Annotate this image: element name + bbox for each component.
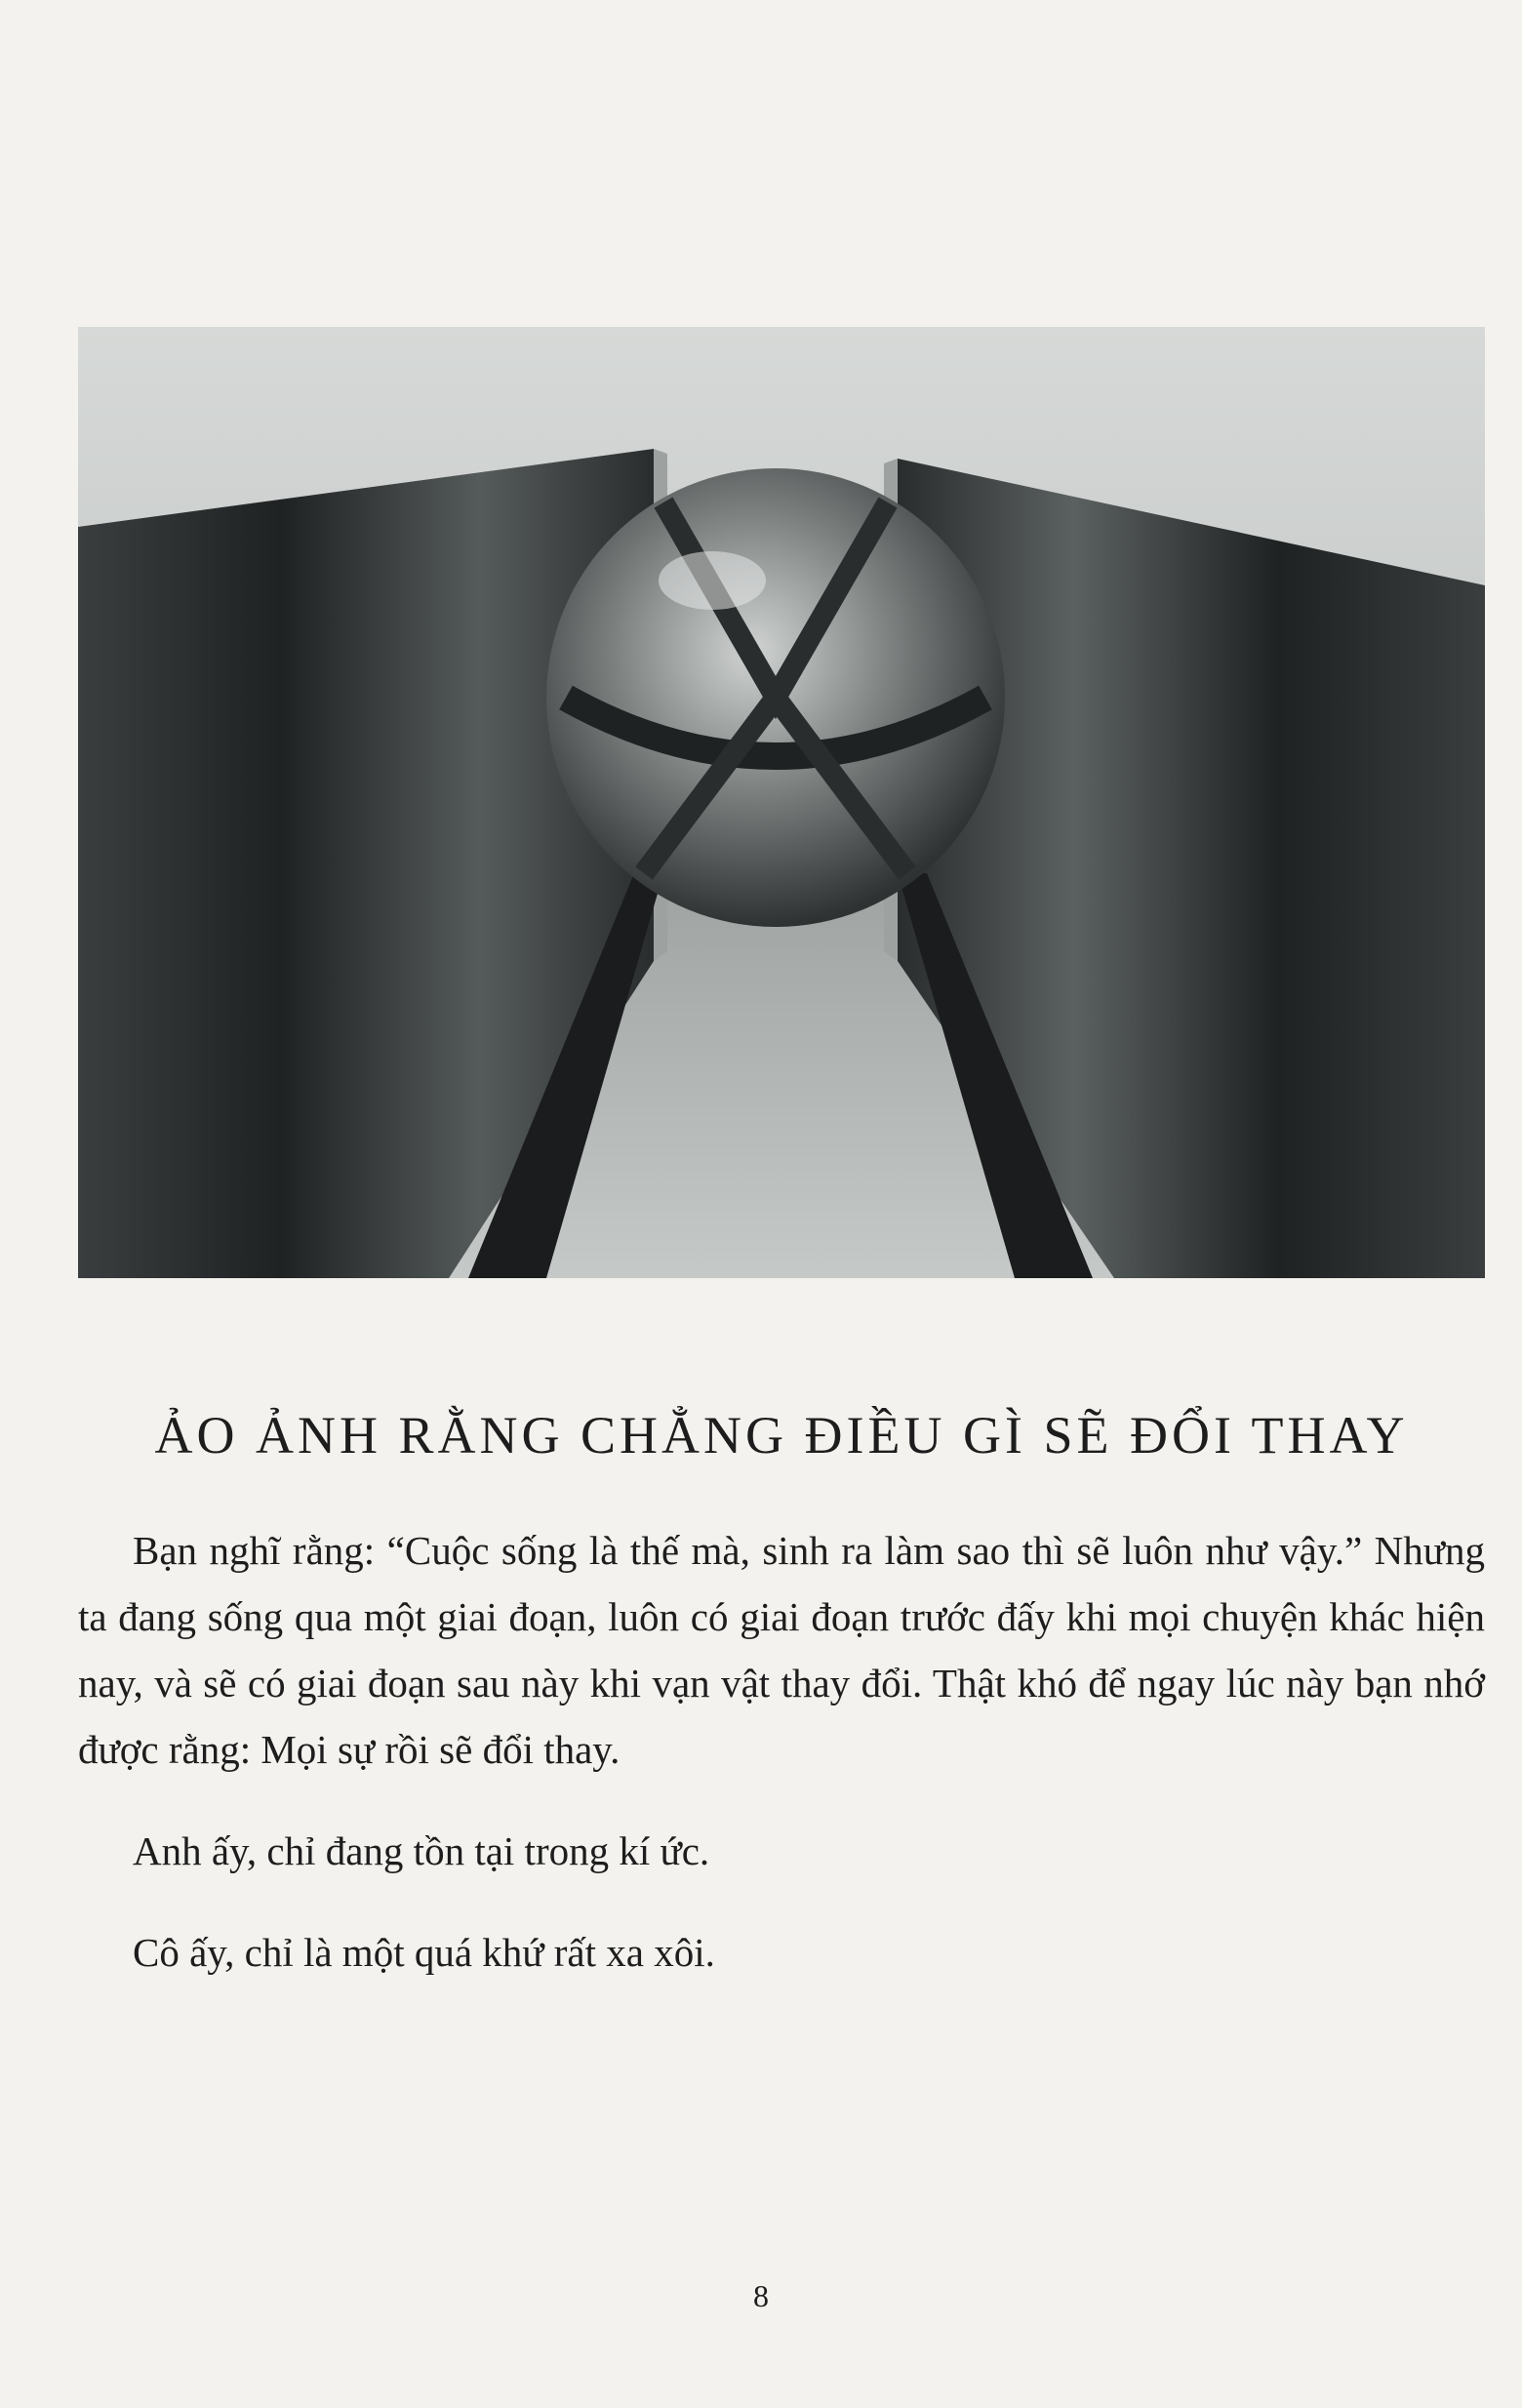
paragraph: Bạn nghĩ rằng: “Cuộc sống là thế mà, sinh ra làm sao thì sẽ luôn như vậy.” Nhưng ta đang sống qua một giai đoạn, luôn có giai đoạn trước đấy khi mọi chuyện khác hiện nay, và sẽ có giai đoạn sau này khi vạn vật thay đổi. Thật khó để ngay lúc này bạn nhớ được rằng: Mọi sự rồi sẽ đổi thay. <box>78 1528 1485 1772</box>
illustration-photo <box>78 327 1485 1278</box>
page-number: 8 <box>753 2278 769 2313</box>
paragraph: Anh ấy, chỉ đang tồn tại trong kí ức. <box>133 1828 710 1873</box>
chapter-title: ẢO ẢNH RẰNG CHẲNG ĐIỀU GÌ SẼ ĐỔI THAY <box>154 1406 1409 1465</box>
paragraph: Cô ấy, chỉ là một quá khứ rất xa xôi. <box>133 1930 715 1975</box>
chrome-sphere-icon <box>78 327 1485 1278</box>
body-text <box>78 1517 1485 2021</box>
